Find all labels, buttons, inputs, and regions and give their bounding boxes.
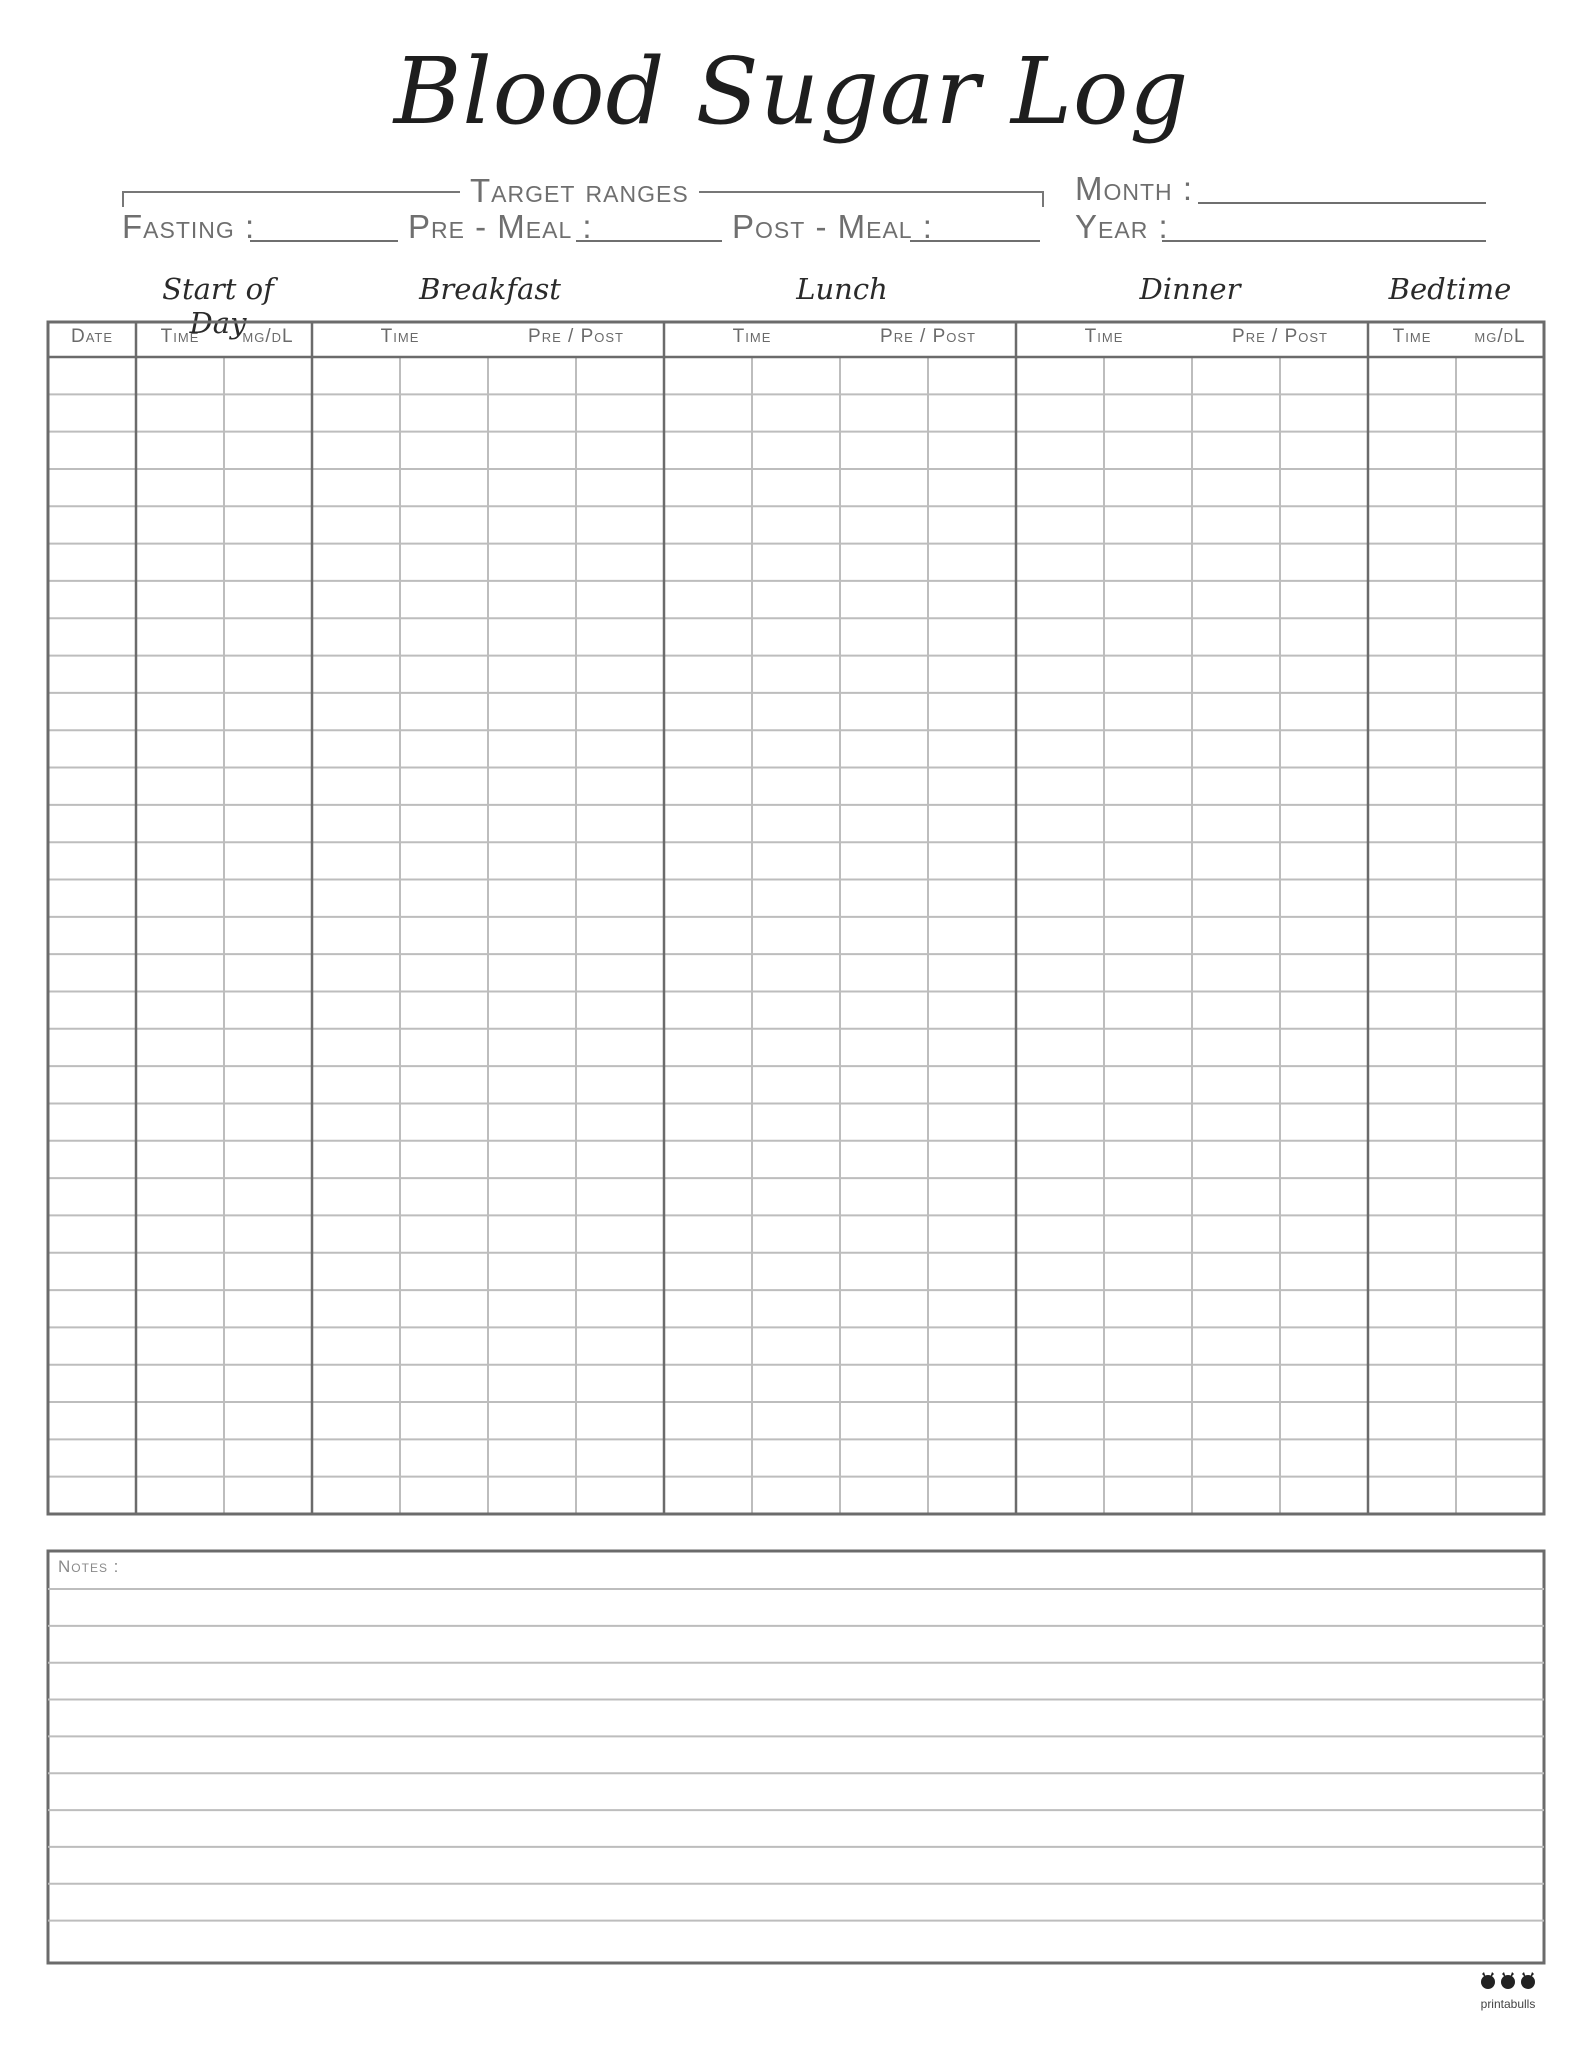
log-table bbox=[48, 322, 1544, 1514]
bulldog-icon bbox=[1478, 1968, 1538, 1992]
fasting-label: Fasting : bbox=[122, 208, 256, 245]
col-dinner-time: Time bbox=[1084, 326, 1124, 347]
col-start-mgdl: mg/dL bbox=[242, 326, 294, 347]
pre-meal-label: Pre - Meal : bbox=[408, 208, 593, 245]
table-border bbox=[48, 322, 1544, 1514]
brand-name: printabulls bbox=[1480, 1997, 1536, 2011]
section-start-of-day: Start of Day bbox=[162, 272, 274, 340]
col-lunch-time: Time bbox=[732, 326, 772, 347]
month-label: Month : bbox=[1075, 170, 1193, 207]
col-date: Date bbox=[70, 326, 114, 347]
brand-logo bbox=[1460, 1968, 1556, 2011]
notes-label: Notes : bbox=[58, 1557, 120, 1576]
section-lunch: Lunch bbox=[796, 272, 888, 306]
col-dinner-prepost: Pre / Post bbox=[1232, 326, 1328, 347]
section-breakfast: Breakfast bbox=[419, 272, 561, 306]
section-dinner: Dinner bbox=[1139, 272, 1241, 306]
target-ranges-label: Target ranges bbox=[460, 172, 699, 210]
notes-box bbox=[48, 1551, 1544, 1963]
col-lunch-prepost: Pre / Post bbox=[880, 326, 976, 347]
page-title: Blood Sugar Log bbox=[393, 38, 1190, 145]
col-breakfast-prepost: Pre / Post bbox=[528, 326, 624, 347]
notes-border bbox=[48, 1551, 1544, 1963]
col-breakfast-time: Time bbox=[380, 326, 420, 347]
post-meal-label: Post - Meal : bbox=[732, 208, 933, 245]
section-bedtime: Bedtime bbox=[1388, 272, 1512, 306]
col-bedtime-mgdl: mg/dL bbox=[1474, 326, 1526, 347]
col-bedtime-time: Time bbox=[1392, 326, 1432, 347]
col-start-time: Time bbox=[160, 326, 200, 347]
year-label: Year : bbox=[1075, 208, 1169, 245]
